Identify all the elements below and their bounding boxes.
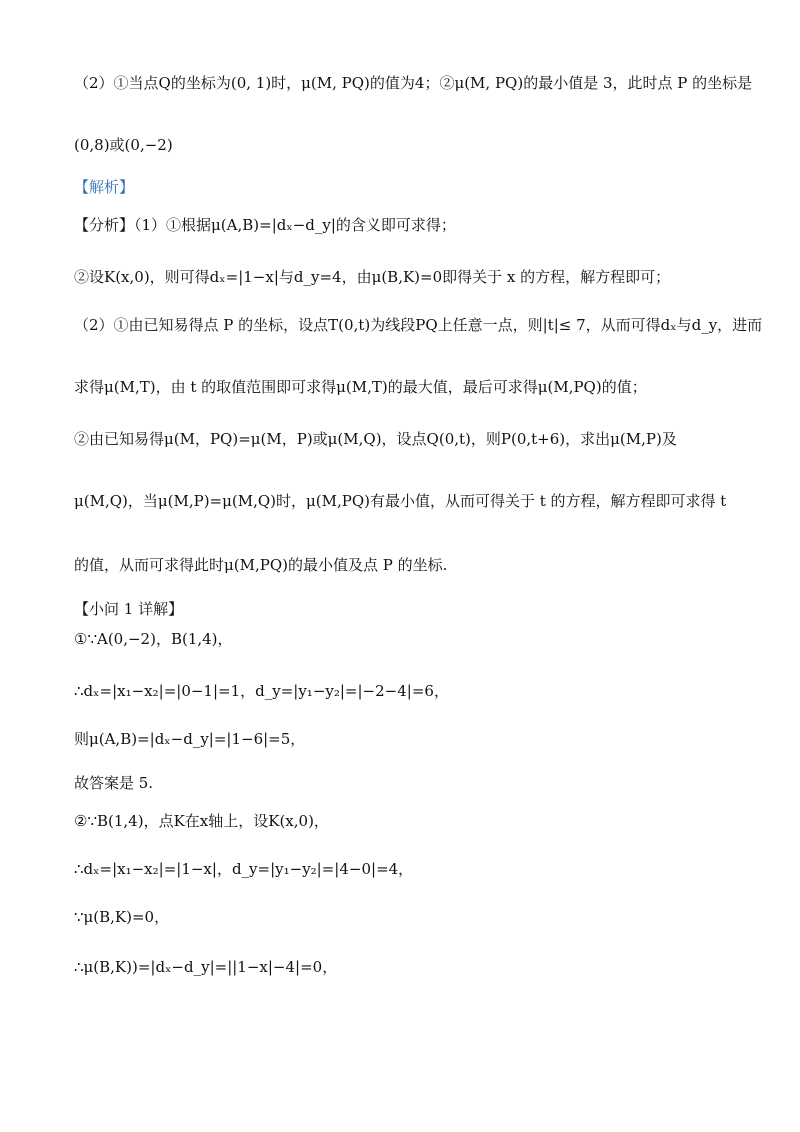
analysis-line5: ②由已知易得μ(M，PQ)=μ(M，P)或μ(M,Q)，设点Q(0,t)，则P(0,t+6)，求出μ(M,P)及 [74,430,677,448]
solution-line7: ∵μ(B,K)=0， [74,908,170,926]
analysis-line2: ②设K(x,0)，则可得dₓ=|1−x|与d_y=4，由μ(B,K)=0即得关于 x 的方程，解方程即可； [74,268,671,286]
analysis-line7: 的值，从而可求得此时μ(M,PQ)的最小值及点 P 的坐标. [74,556,448,574]
analysis-line6: μ(M,Q)，当μ(M,P)=μ(M,Q)时，μ(M,PQ)有最小值，从而可得关于 t 的方程，解方程即可求得 t [74,492,727,510]
solution-line1: ①∵A(0,−2)，B(1,4)， [74,630,233,648]
solution-line8: ∴μ(B,K))=|dₓ−d_y|=||1−x|−4|=0， [74,958,338,976]
answer-part2-line2: (0,8)或(0,−2) [74,136,173,154]
answer-part2-line1: （2）①当点Q的坐标为(0, 1)时，μ(M, PQ)的值为4；②μ(M, PQ)的最小值是 3，此时点 P 的坐标是 [74,74,753,92]
analysis-line3: （2）①由已知易得点 P 的坐标，设点T(0,t)为线段PQ上任意一点，则|t|≤ 7，从而可得dₓ与d_y，进而 [74,316,763,334]
section-heading-analysis: 【解析】 [74,178,135,196]
solution-line2: ∴dₓ=|x₁−x₂|=|0−1|=1，d_y=|y₁−y₂|=|−2−4|=6， [74,682,449,700]
analysis-line1: 【分析】（1）①根据μ(A,B)=|dₓ−d_y|的含义即可求得； [74,216,456,234]
analysis-line4: 求得μ(M,T)，由 t 的取值范围即可求得μ(M,T)的最大值，最后可求得μ(M,PQ)的值； [74,378,647,396]
solution-line5: ②∵B(1,4)，点K在x轴上，设K(x,0)， [74,812,329,830]
section-heading-question1: 【小问 1 详解】 [74,600,184,618]
solution-line4: 故答案是 5. [74,774,154,792]
solution-line6: ∴dₓ=|x₁−x₂|=|1−x|，d_y=|y₁−y₂|=|4−0|=4， [74,860,414,878]
solution-line3: 则μ(A,B)=|dₓ−d_y|=|1−6|=5， [74,730,306,748]
